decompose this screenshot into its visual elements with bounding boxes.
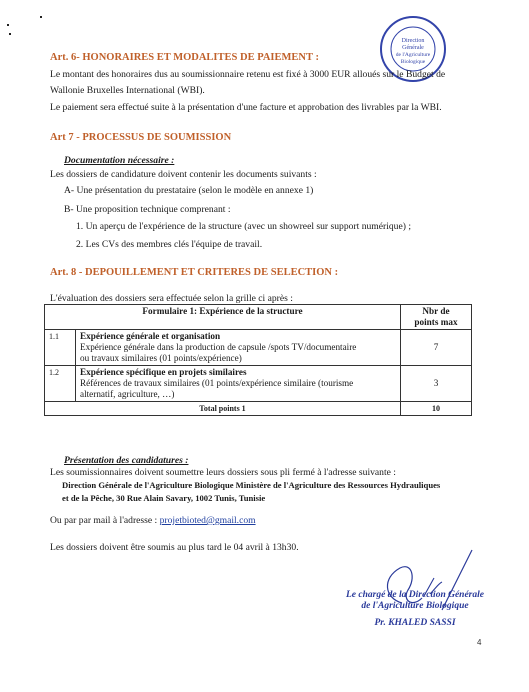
- art7-item-b: B- Une proposition technique comprenant :: [64, 204, 231, 215]
- criterion-desc-2: ou travaux similaires (01 points/expérience): [80, 353, 242, 363]
- art7-heading: Art 7 - PROCESSUS DE SOUMISSION: [50, 132, 232, 143]
- table-total-row: [45, 402, 472, 416]
- email-link[interactable]: projetbioted@gmail.com: [159, 515, 256, 526]
- art7-subitem-2: 2. Les CVs des membres clés l'équipe de travail.: [76, 239, 263, 250]
- scan-speck: [9, 33, 11, 35]
- candidatures-intro: Les soumissionnaires doivent soumettre leurs dossiers sous pli fermé à l'adresse suivante :: [50, 467, 396, 478]
- table-row-criterion: [76, 366, 401, 402]
- address-line-1: Direction Générale de l'Agriculture Biologique Ministère de l'Agriculture des Ressources Hydrauliques: [62, 480, 441, 490]
- table-row-number: 1.2: [45, 366, 76, 402]
- table-header-title-text: Formulaire 1: Expérience de la structure: [142, 306, 303, 316]
- criterion-points: 3: [401, 366, 472, 402]
- candidatures-subheading: Présentation des candidatures :: [64, 455, 189, 466]
- table-header-points: [401, 305, 472, 330]
- svg-text:Générale: Générale: [402, 45, 424, 51]
- total-value: 10: [401, 402, 472, 416]
- art7-item-a: A- Une présentation du prestataire (selon le modèle en annexe 1): [64, 185, 314, 196]
- art6-line1: Le montant des honoraires dus au soumissionnaire retenu est fixé à 3000 EUR alloués sur le Budget de: [50, 69, 446, 80]
- page-number: 4: [477, 638, 482, 647]
- art8-heading: Art. 8 - DEPOUILLEMENT ET CRITERES DE SELECTION :: [50, 267, 339, 278]
- svg-text:Direction: Direction: [401, 38, 425, 44]
- table-row: [45, 366, 472, 402]
- table-header-title: [45, 305, 401, 330]
- criterion-desc-1: Références de travaux similaires (01 points/expérience similaire (tourisme: [80, 378, 354, 388]
- scan-speck: [7, 24, 9, 26]
- table-row-number: 1.1: [45, 330, 76, 366]
- signature-line-3: Pr. KHALED SASSI: [374, 618, 456, 628]
- criterion-desc-1: Expérience générale dans la production de capsule /spots TV/documentaire: [80, 342, 357, 352]
- table-row-criterion: [76, 330, 401, 366]
- table-header-row: [45, 305, 472, 330]
- signature-line-2: de l'Agriculture Biologique: [361, 601, 469, 611]
- address-line-2: et de la Pêche, 30 Rue Alain Savary, 1002 Tunis, Tunisie: [62, 493, 266, 503]
- art7-intro: Les dossiers de candidature doivent contenir les documents suivants :: [50, 169, 317, 180]
- table-header-points-line1: Nbr de: [422, 306, 450, 316]
- signature-line-1: Le chargé de la Direction Générale: [346, 590, 484, 600]
- table-header-points-line2: points max: [414, 317, 458, 327]
- total-label: Total points 1: [45, 402, 401, 416]
- art6-heading: Art. 6- HONORAIRES ET MODALITES DE PAIEMENT :: [50, 52, 319, 63]
- art7-subheading: Documentation nécessaire :: [64, 155, 175, 166]
- deadline-text: Les dossiers doivent être soumis au plus tard le 04 avril à 13h30.: [50, 542, 299, 553]
- svg-text:de l'Agriculture: de l'Agriculture: [395, 52, 431, 58]
- art8-intro: L'évaluation des dossiers sera effectuée selon la grille ci après :: [50, 293, 293, 304]
- art7-subitem-1: 1. Un aperçu de l'expérience de la structure (avec un showreel sur support numérique) ;: [76, 221, 411, 232]
- criterion-title: Expérience spécifique en projets similaires: [80, 367, 247, 377]
- scan-speck: [40, 16, 42, 18]
- criterion-title: Expérience générale et organisation: [80, 331, 221, 341]
- criterion-desc-2: alternatif, agriculture, …): [80, 389, 175, 399]
- evaluation-table: [44, 304, 472, 416]
- criterion-points: 7: [401, 330, 472, 366]
- art6-line3: Le paiement sera effectué suite à la présentation d'une facture et approbation des livrables par la WBI.: [50, 102, 442, 113]
- signature-block: [340, 590, 490, 629]
- email-line: [50, 515, 256, 527]
- svg-text:Biologique: Biologique: [400, 59, 426, 65]
- art6-line2: Wallonie Bruxelles International (WBI).: [50, 85, 205, 96]
- table-row: [45, 330, 472, 366]
- email-prefix: Ou par par mail à l'adresse :: [50, 515, 160, 526]
